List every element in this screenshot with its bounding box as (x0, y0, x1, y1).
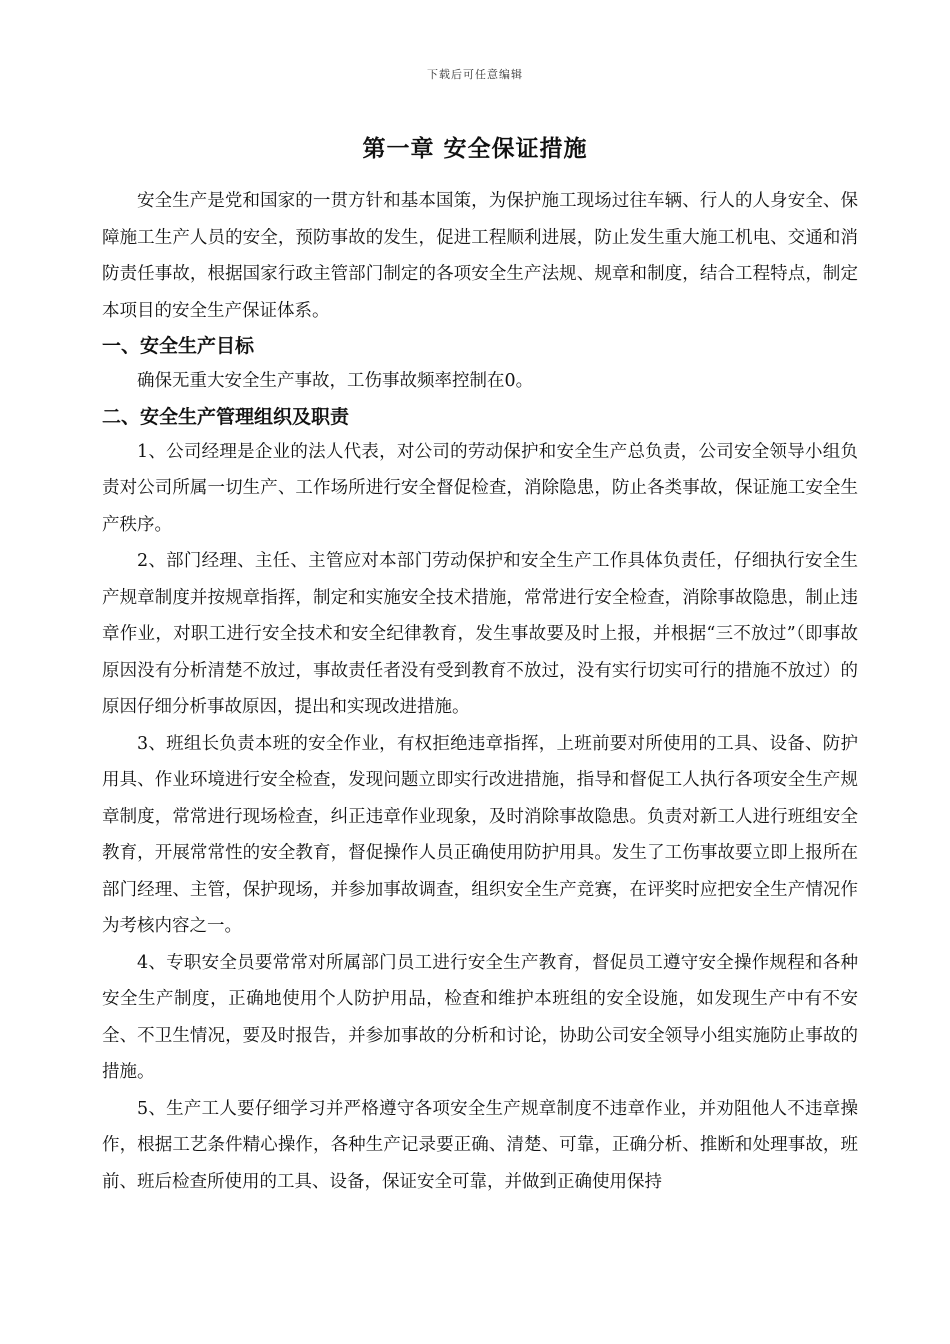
duty-paragraph-3: 3、班组长负责本班的安全作业，有权拒绝违章指挥，上班前要对所使用的工具、设备、防护用具、作业环境进行安全检查，发现问题立即实行改进措施，指导和督促工人执行各项安全生产规章制度，常常进行现场检查，纠正违章作业现象，及时消除事故隐患。负责对新工人进行班组安全教育，开展常常性的安全教育，督促操作人员正确使用防护用具。发生了工伤事故要立即上报所在部门经理、主管，保护现场，并参加事故调查，组织安全生产竞赛，在评奖时应把安全生产情况作为考核内容之一。 (102, 733, 858, 936)
goals-paragraph: 确保无重大安全生产事故，工伤事故频率控制在0。 (137, 371, 534, 391)
section-heading-organization: 二、安全生产管理组织及职责 (102, 405, 350, 428)
duty-paragraph-5: 5、生产工人要仔细学习并严格遵守各项安全生产规章制度不违章作业，并劝阻他人不违章操作，根据工艺条件精心操作，各种生产记录要正确、清楚、可靠，正确分析、推断和处理事故，班前、班后检查所使用的工具、设备，保证安全可靠，并做到正确使用保持 (102, 1098, 858, 1192)
duty-paragraph-4: 4、专职安全员要常常对所属部门员工进行安全生产教育，督促员工遵守安全操作规程和各种安全生产制度，正确地使用个人防护用品，检查和维护本班组的安全设施，如发现生产中有不安全、不卫生情况，要及时报告，并参加事故的分析和讨论，协助公司安全领导小组实施防止事故的措施。 (102, 952, 858, 1082)
section-heading-goals: 一、安全生产目标 (102, 335, 255, 357)
duty-paragraph-2: 2、部门经理、主任、主管应对本部门劳动保护和安全生产工作具体负责任，仔细执行安全生产规章制度并按规章指挥，制定和实施安全技术措施，常常进行安全检查，消除事故隐患，制止违章作业，对职工进行安全技术和安全纪律教育，发生事故要及时上报，并根据“三不放过”（即事故原因没有分析清楚不放过，事故责任者没有受到教育不放过，没有实行切实可行的措施不放过）的原因仔细分析事故原因，提出和实现改进措施。 (102, 551, 858, 717)
chapter-title: 第一章 安全保证措施 (362, 135, 588, 162)
duty-paragraph-1: 1、公司经理是企业的法人代表，对公司的劳动保护和安全生产总负责，公司安全领导小组负责对公司所属一切生产、工作场所进行安全督促检查，消除隐患，防止各类事故，保证施工安全生产秩序。 (102, 441, 858, 535)
document-body (102, 183, 858, 1200)
header-note: 下载后可任意编辑 (427, 68, 523, 81)
intro-paragraph: 安全生产是党和国家的一贯方针和基本国策，为保护施工现场过往车辆、行人的人身安全、保障施工生产人员的安全，预防事故的发生，促进工程顺利进展，防止发生重大施工机电、交通和消防责任事故，根据国家行政主管部门制定的各项安全生产法规、规章和制度，结合工程特点，制定本项目的安全生产保证体系。 (102, 191, 858, 321)
